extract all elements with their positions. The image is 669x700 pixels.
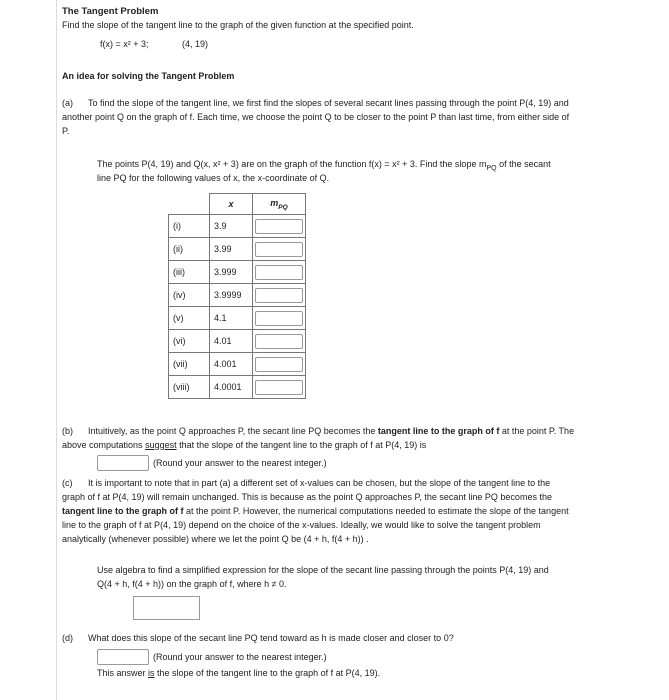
part-b-line2 (62, 438, 426, 452)
row-slope-cell (253, 376, 306, 399)
table-row (169, 284, 306, 307)
slope-input[interactable] (255, 380, 303, 395)
suggest-link[interactable]: suggest (145, 440, 177, 450)
part-c-line3-bold: tangent line to the graph of f (62, 506, 184, 516)
part-c-label: (c) (62, 478, 73, 488)
part-a-line2: another point Q on the graph of f. Each time, we choose the point Q to be closer to the point P than last time, from either side of (62, 112, 570, 122)
row-label: (ii) (169, 238, 210, 261)
table-row (169, 353, 306, 376)
inner1-text: The points P(4, 19) and Q(x, x² + 3) are on the graph of the function f(x) = x² + 3. Find the slope m (97, 159, 487, 169)
slope-input[interactable] (255, 311, 303, 326)
given-point: (4, 19) (182, 39, 209, 49)
part-b-round-note: (Round your answer to the nearest integer.) (153, 458, 327, 468)
row-x-value: 3.9999 (210, 284, 253, 307)
part-d-label: (d) (62, 633, 73, 643)
row-x-value: 3.9 (210, 215, 253, 238)
part-d-answer-post: the slope of the tangent line to the graph of f at P(4, 19). (154, 668, 381, 678)
row-label: (vii) (169, 353, 210, 376)
part-c-line4: line to the graph of f at P(4, 19) depend on the choice of the x-values. Ideally, we would like to solve the tangent problem (62, 520, 541, 530)
part-a-label: (a) (62, 98, 73, 108)
header-mpq (253, 194, 306, 215)
table-header-row (169, 194, 306, 215)
part-b-line2-pre: above computations (62, 440, 146, 450)
table-row (169, 238, 306, 261)
table-corner (169, 194, 210, 215)
part-b-label: (b) (62, 426, 73, 436)
left-border (56, 0, 57, 700)
row-slope-cell (253, 261, 306, 284)
row-x-value: 4.1 (210, 307, 253, 330)
row-slope-cell (253, 330, 306, 353)
row-slope-cell (253, 215, 306, 238)
slope-table (168, 193, 306, 399)
slope-input[interactable] (255, 242, 303, 257)
slope-input[interactable] (255, 334, 303, 349)
row-x-value: 4.001 (210, 353, 253, 376)
part-c-line2: graph of f at P(4, 19) will remain unchanged. This is because as the point Q approaches P, the secant line PQ becomes the (62, 492, 552, 502)
part-b-line1 (88, 424, 574, 438)
problem-title: The Tangent Problem (62, 6, 159, 17)
table-row (169, 330, 306, 353)
is-dropdown-link[interactable]: is (148, 668, 155, 678)
part-b-line2-post: that the slope of the tangent line to the graph of f at P(4, 19) is (176, 440, 427, 450)
row-x-value: 4.0001 (210, 376, 253, 399)
part-b-line1-bold: tangent line to the graph of f (377, 426, 500, 436)
slope-input[interactable] (255, 288, 303, 303)
part-b-answer-input[interactable] (97, 455, 149, 471)
header-m-sub: PQ (278, 203, 288, 211)
slope-input[interactable] (255, 265, 303, 280)
part-c-expression-input[interactable] (133, 596, 200, 620)
part-c-line3 (62, 504, 569, 518)
part-a-inner-line2: line PQ for the following values of x, the x-coordinate of Q. (97, 173, 330, 183)
part-d-round-note: (Round your answer to the nearest integer.) (153, 652, 327, 662)
row-label: (vi) (169, 330, 210, 353)
row-label: (iv) (169, 284, 210, 307)
row-label: (i) (169, 215, 210, 238)
table-row (169, 215, 306, 238)
part-d-question: What does this slope of the secant line PQ tend toward as h is made closer and closer to 0? (88, 633, 454, 643)
part-c-inner-line2: Q(4 + h, f(4 + h)) on the graph of f, where h ≠ 0. (97, 579, 287, 589)
part-c-line3-post: at the point P. However, the numerical computations needed to estimate the slope of the tangent (183, 506, 569, 516)
row-x-value: 4.01 (210, 330, 253, 353)
slope-input[interactable] (255, 357, 303, 372)
table-row (169, 261, 306, 284)
row-x-value: 3.99 (210, 238, 253, 261)
part-b-line1-post: at the point P. The (499, 426, 575, 436)
header-x: x (210, 194, 253, 215)
row-slope-cell (253, 307, 306, 330)
row-label: (viii) (169, 376, 210, 399)
idea-heading: An idea for solving the Tangent Problem (62, 71, 235, 81)
problem-intro: Find the slope of the tangent line to the graph of the given function at the specified point. (62, 20, 414, 30)
part-a-line1: To find the slope of the tangent line, we first find the slopes of several secant lines passing through the point P(4, 19) and (88, 98, 569, 108)
part-d-answer-pre: This answer (97, 668, 149, 678)
part-c-inner-line1: Use algebra to find a simplified expression for the slope of the secant line passing through the points P(4, 19) and (97, 565, 549, 575)
part-c-line1: It is important to note that in part (a) a different set of x-values can be chosen, but the slope of the tangent line to the (88, 478, 551, 488)
row-slope-cell (253, 353, 306, 376)
table-row (169, 307, 306, 330)
table-body (169, 215, 306, 399)
inner1-end: of the secant (496, 159, 551, 169)
row-label: (iii) (169, 261, 210, 284)
row-x-value: 3.999 (210, 261, 253, 284)
part-a-line3: P. (62, 126, 70, 136)
part-d-answer-input[interactable] (97, 649, 149, 665)
part-c-line5: analytically (whenever possible) where we let the point Q be (4 + h, f(4 + h)) . (62, 534, 369, 544)
inner1-sub: PQ (486, 164, 497, 172)
row-label: (v) (169, 307, 210, 330)
slope-input[interactable] (255, 219, 303, 234)
part-d-answer-line (97, 666, 380, 680)
table-row (169, 376, 306, 399)
function-expression: f(x) = x² + 3; (100, 39, 149, 49)
row-slope-cell (253, 284, 306, 307)
row-slope-cell (253, 238, 306, 261)
part-b-line1-pre: Intuitively, as the point Q approaches P, the secant line PQ becomes the (88, 426, 378, 436)
header-m: m (270, 197, 279, 208)
